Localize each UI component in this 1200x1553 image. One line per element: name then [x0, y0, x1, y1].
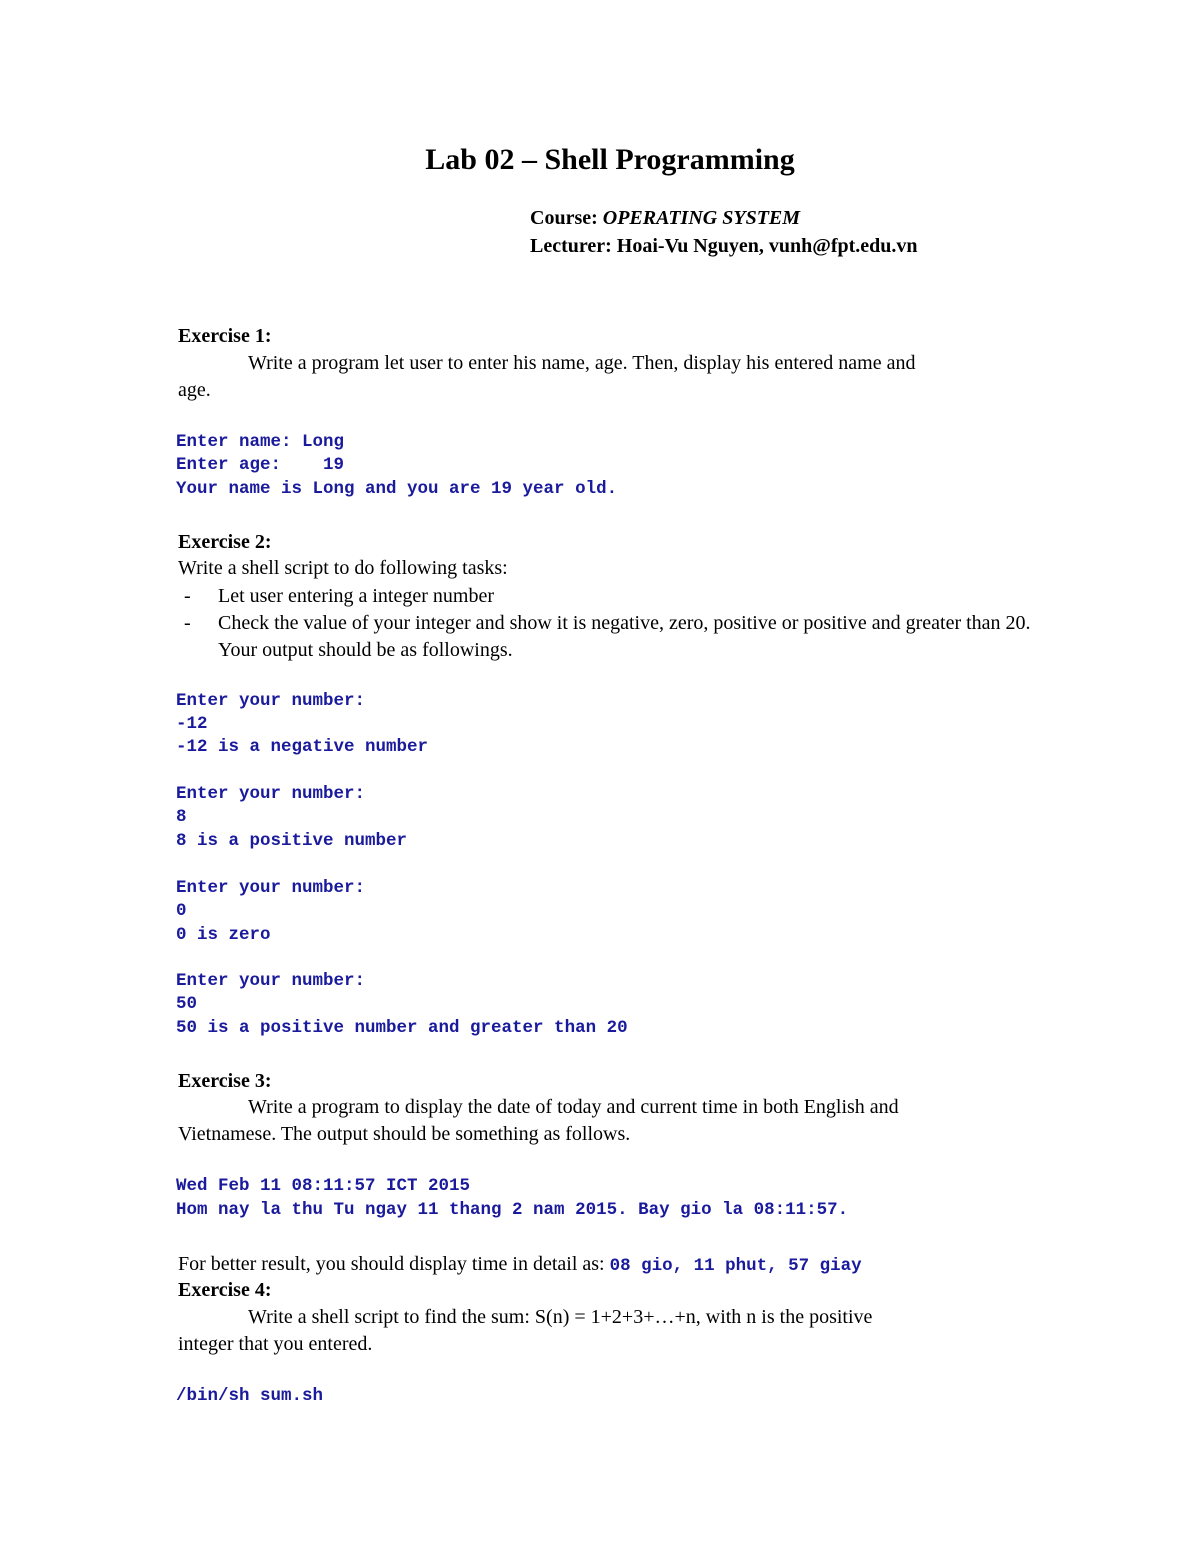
exercise-2-heading: Exercise 2:	[178, 531, 272, 553]
exercise-1-heading: Exercise 1:	[178, 325, 272, 347]
exercise-2-code-line: Enter your number:	[176, 784, 366, 804]
course-line	[530, 205, 800, 231]
exercise-3-code-line: Hom nay la thu Tu ngay 11 thang 2 nam 2015. Bay gio la 08:11:57.	[176, 1200, 849, 1220]
exercise-2-code-line: 8	[176, 807, 187, 827]
exercise-4-heading: Exercise 4:	[178, 1279, 272, 1301]
exercise-2-code-line: -12	[176, 714, 208, 734]
document-title: Lab 02 – Shell Programming	[425, 143, 795, 176]
exercise-2-code-line: Enter your number:	[176, 971, 366, 991]
exercise-2-code-line: -12 is a negative number	[176, 737, 429, 757]
exercise-2-intro: Write a shell script to do following tasks:	[178, 557, 508, 579]
exercise-1-text: Write a program let user to enter his name, age. Then, display his entered name and age.	[178, 352, 916, 401]
exercise-2-code-line: 8 is a positive number	[176, 831, 408, 851]
bullet-item: - Let user entering a integer number	[184, 585, 494, 607]
exercise-2-code-line: 0	[176, 901, 187, 921]
exercise-2-code-line: Enter your number:	[176, 878, 366, 898]
exercise-2-code-line: 0 is zero	[176, 925, 271, 945]
course-label: Course:	[530, 207, 598, 229]
exercise-2-code-line: Enter your number:	[176, 691, 366, 711]
exercise-3-better-result: For better result, you should display time in detail as: 08 gio, 11 phut, 57 giay	[178, 1253, 862, 1276]
time-detail-code: 08 gio, 11 phut, 57 giay	[609, 1256, 862, 1276]
exercise-3-code-line: Wed Feb 11 08:11:57 ICT 2015	[176, 1176, 471, 1196]
exercise-2-code-line: 50 is a positive number and greater than 20	[176, 1018, 628, 1038]
exercise-3-text: Write a program to display the date of today and current time in both English and Vietnamese. The output should be something as follows.	[178, 1096, 899, 1145]
exercise-1-code-line: Enter age: 19	[176, 455, 345, 475]
exercise-4-code-line: /bin/sh sum.sh	[176, 1386, 324, 1406]
exercise-1-code-line: Your name is Long and you are 19 year old.	[176, 479, 618, 499]
exercise-1-code-line: Enter name: Long	[176, 432, 345, 452]
exercise-2-code-line: 50	[176, 994, 198, 1014]
lecturer-line: Lecturer: Hoai-Vu Nguyen, vunh@fpt.edu.vn	[530, 235, 918, 257]
exercise-4-text: Write a shell script to find the sum: S(n) = 1+2+3+…+n, with n is the positive integer that you entered.	[178, 1306, 873, 1355]
exercise-3-heading: Exercise 3:	[178, 1070, 272, 1092]
course-value: OPERATING SYSTEM	[602, 207, 801, 229]
bullet-item: - Check the value of your integer and show it is negative, zero, positive or positive and greater than 20. Your output should be as followings.	[184, 612, 1031, 661]
